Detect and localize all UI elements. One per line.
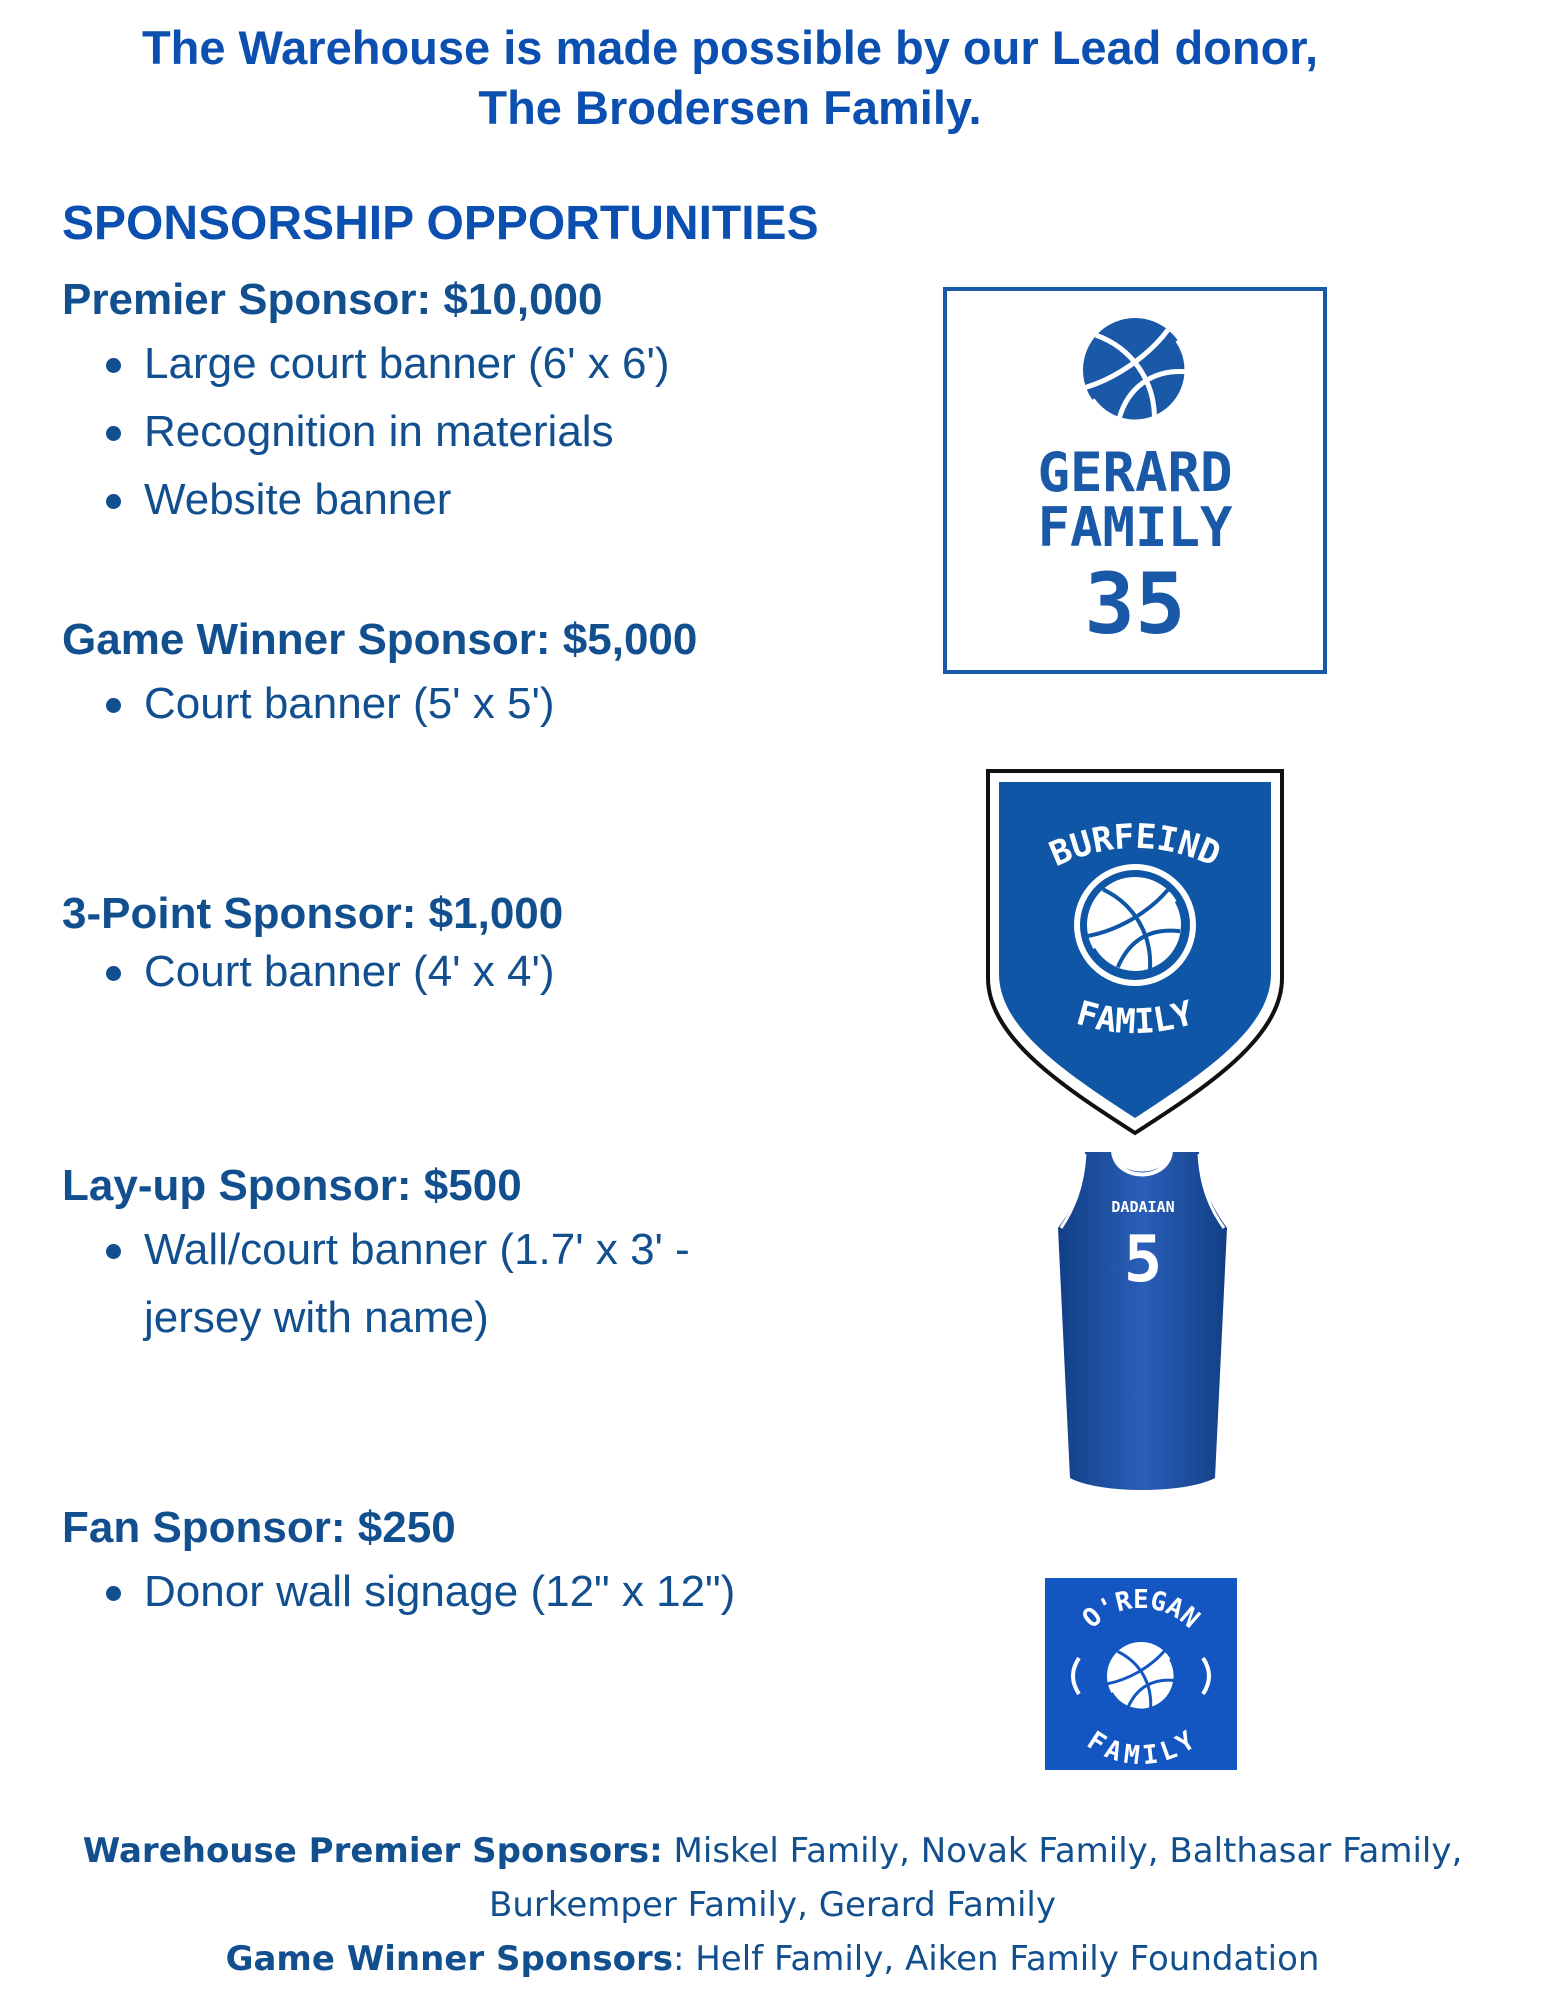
basketball-icon	[1107, 1642, 1187, 1722]
shield-art	[985, 768, 1285, 1138]
shield-top-text: BURFEIND	[1043, 816, 1227, 875]
benefit-text: Wall/court banner (1.7' x 3' -	[144, 1225, 690, 1274]
tier-title: Fan Sponsor: $250	[62, 1503, 456, 1552]
header	[60, 18, 1400, 138]
benefit-item	[62, 330, 862, 398]
basketball-icon	[1083, 318, 1207, 442]
tier-premier	[62, 272, 862, 534]
tier-3-point	[62, 886, 862, 1006]
tier-title: Lay-up Sponsor: $500	[62, 1161, 522, 1210]
game-winner-label: Game Winner Sponsors	[225, 1939, 673, 1979]
banner-line-2: FAMILY	[1037, 496, 1233, 559]
tier-game-winner	[62, 612, 862, 738]
benefit-text: jersey with name)	[144, 1293, 489, 1342]
benefit-item	[62, 938, 862, 1006]
tier-fan	[62, 1500, 862, 1626]
benefit-item	[62, 466, 862, 534]
benefit-item	[62, 1558, 862, 1626]
premier-sponsors-names: Miskel Family, Novak Family, Balthasar Family,	[662, 1831, 1463, 1871]
jersey-art	[1055, 1148, 1230, 1508]
benefit-text: Court banner (5' x 5')	[144, 679, 555, 728]
game-winner-sponsors-line	[40, 1932, 1505, 1986]
benefit-text: Website banner	[144, 475, 452, 524]
gerard-banner-art	[947, 291, 1323, 670]
banner-line-1: GERARD	[1037, 441, 1233, 504]
benefit-item	[62, 1216, 862, 1284]
oregan-sign	[1045, 1578, 1237, 1770]
sign-bottom-text: FAMILY	[1081, 1725, 1201, 1770]
header-line-2: The Brodersen Family.	[478, 81, 982, 134]
benefit-text: Recognition in materials	[144, 407, 614, 456]
bullet-icon	[106, 494, 121, 509]
tier-title: Game Winner Sponsor: $5,000	[62, 615, 698, 664]
bullet-icon	[106, 1586, 121, 1601]
game-winner-names: : Helf Family, Aiken Family Foundation	[672, 1939, 1320, 1979]
jersey-name: DADAIAN	[1111, 1198, 1175, 1216]
gerard-banner	[943, 287, 1327, 674]
bullet-icon	[106, 966, 121, 981]
premier-sponsors-label: Warehouse Premier Sponsors:	[82, 1831, 663, 1871]
benefit-text: Court banner (4' x 4')	[144, 947, 555, 996]
benefit-item	[62, 398, 862, 466]
tier-title: 3-Point Sponsor: $1,000	[62, 889, 564, 938]
section-title: SPONSORSHIP OPPORTUNITIES	[62, 197, 819, 250]
bullet-icon	[106, 426, 121, 441]
premier-sponsors-names-2: Burkemper Family, Gerard Family	[489, 1885, 1056, 1925]
benefit-text: Large court banner (6' x 6')	[144, 339, 670, 388]
svg-text:FAMILY	[1082, 1726, 1201, 1770]
bullet-icon	[106, 1244, 121, 1259]
jersey-number: 5	[1123, 1223, 1163, 1297]
shield-bottom-text: FAMILY	[1072, 993, 1198, 1043]
benefit-continuation	[62, 1284, 862, 1352]
tier-lay-up	[62, 1158, 862, 1352]
banner-number: 35	[1084, 555, 1186, 653]
jersey-icon	[1055, 1148, 1230, 1508]
oregan-art	[1045, 1578, 1237, 1770]
header-line-1: The Warehouse is made possible by our Lead donor,	[141, 21, 1319, 74]
svg-text:O'REGAN	[1077, 1585, 1205, 1634]
benefit-text: Donor wall signage (12" x 12")	[144, 1567, 736, 1616]
footer-sponsors	[40, 1824, 1505, 1986]
benefit-item	[62, 670, 862, 738]
tier-title: Premier Sponsor: $10,000	[62, 275, 603, 324]
bullet-icon	[106, 358, 121, 373]
sign-top-text: O'REGAN	[1076, 1585, 1206, 1635]
burfeind-shield	[985, 768, 1285, 1138]
bullet-icon	[106, 698, 121, 713]
premier-sponsors-line	[40, 1824, 1505, 1878]
